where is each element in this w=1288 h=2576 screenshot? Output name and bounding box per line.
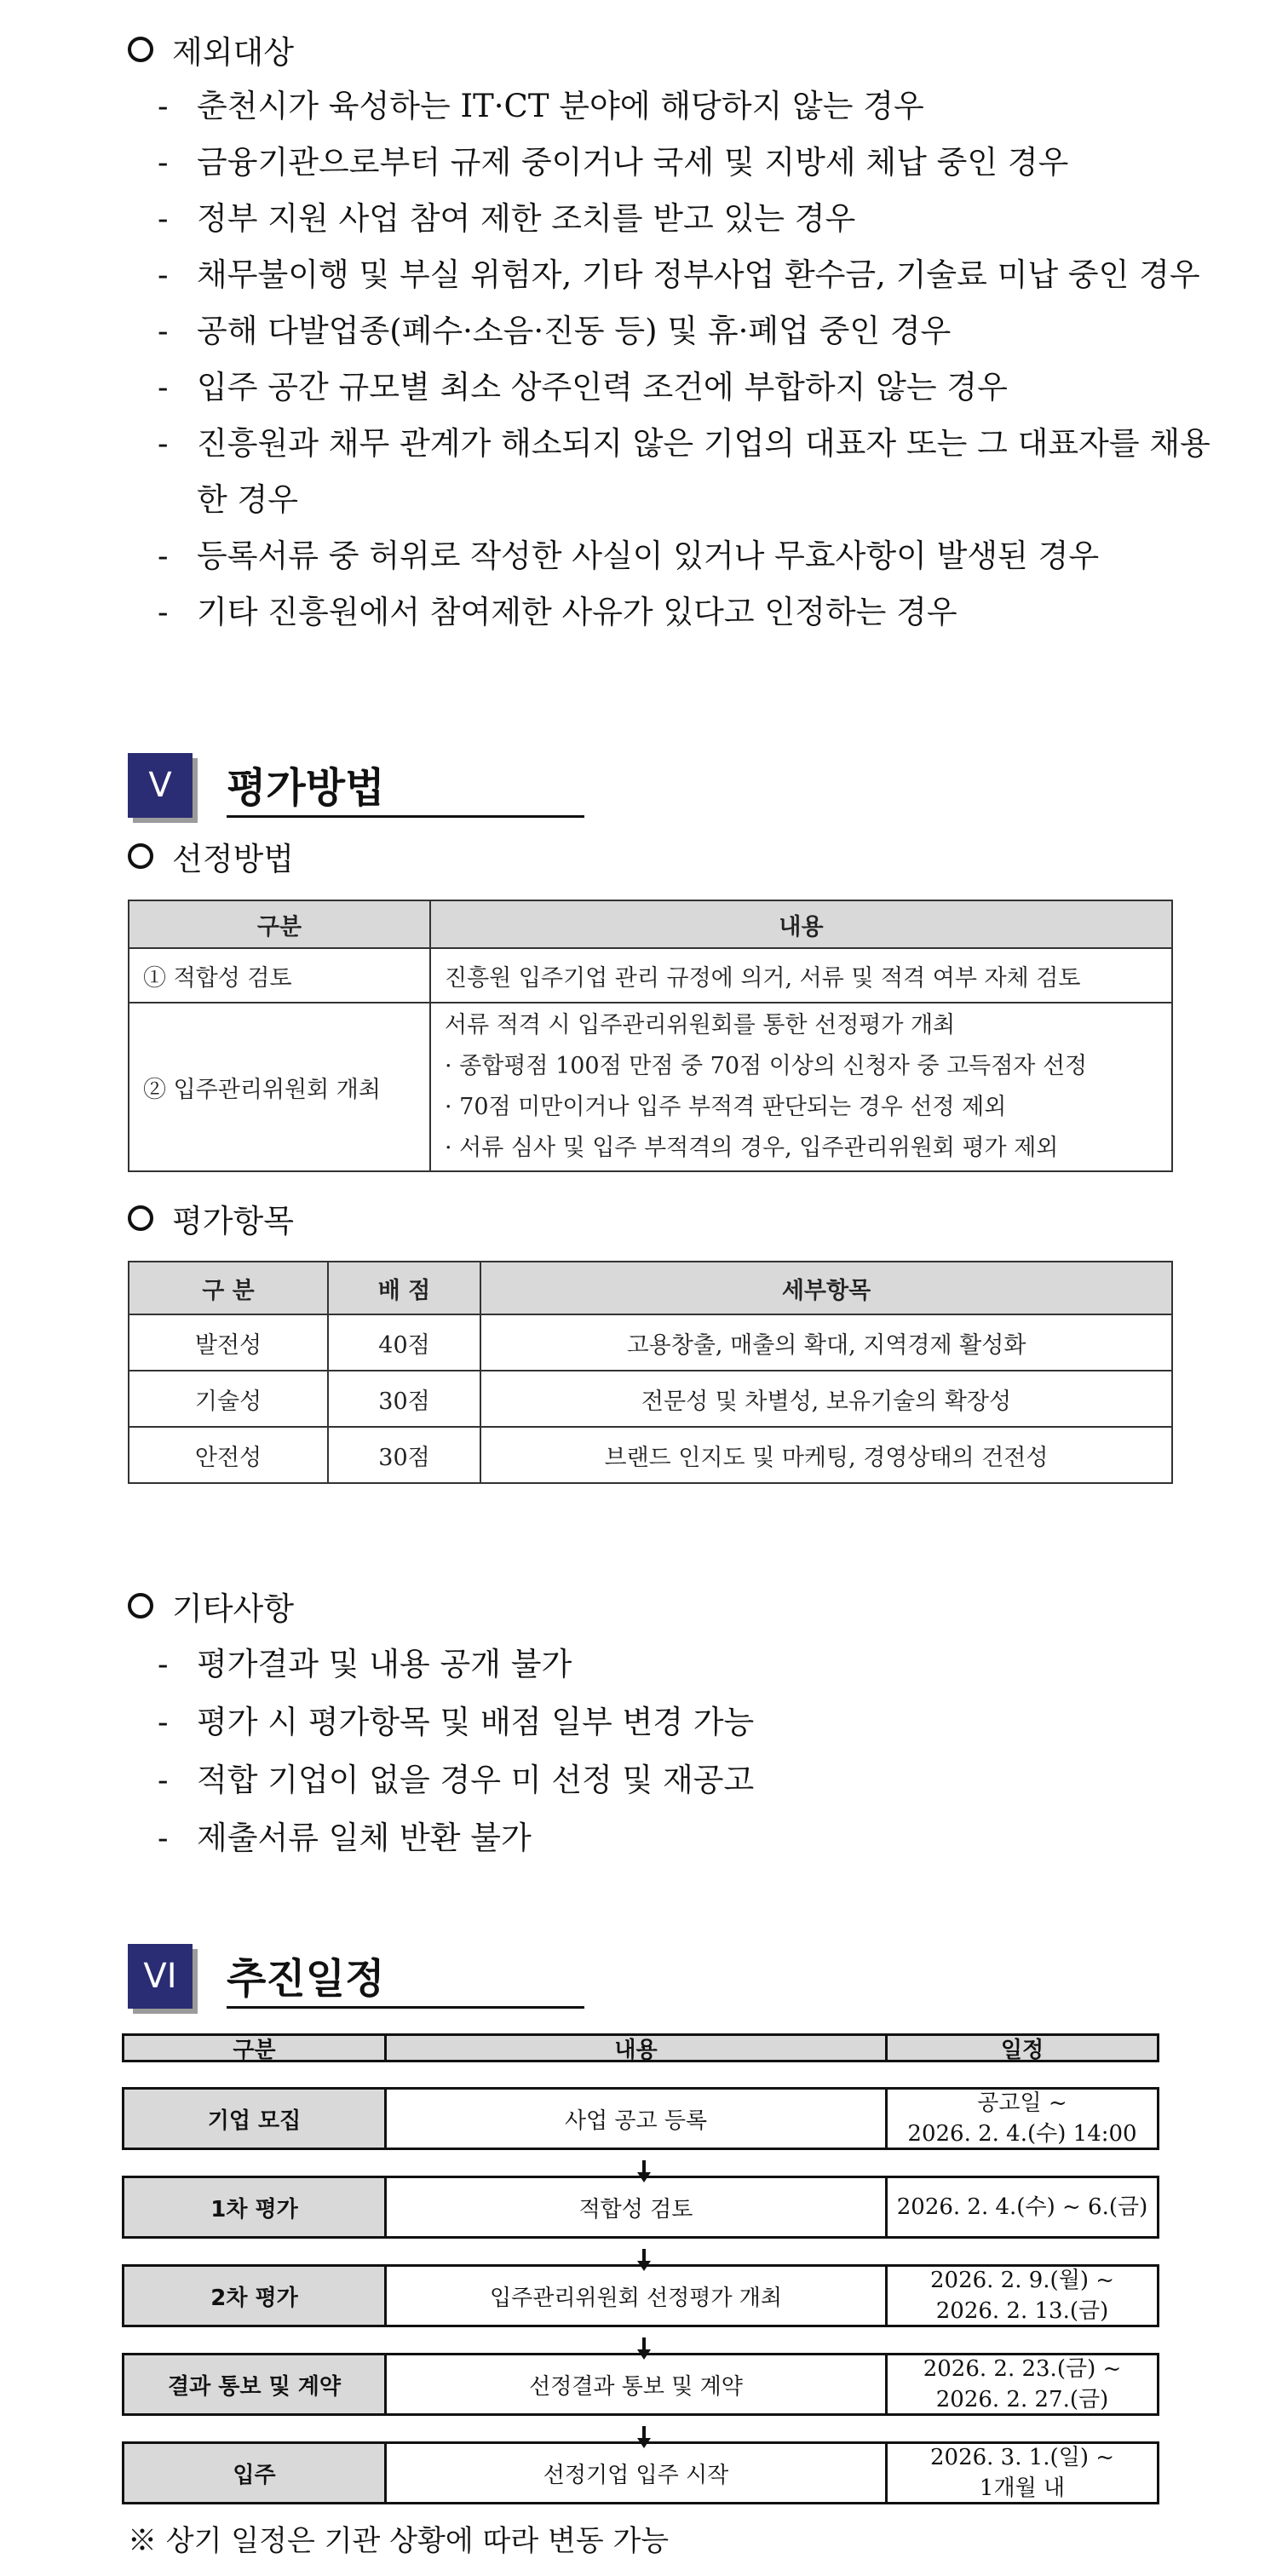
- schedule-date: [888, 2444, 1157, 2502]
- schedule-stage: 입주: [124, 2444, 387, 2502]
- exclusions-heading-text: 제외대상: [172, 34, 294, 71]
- schedule-date-line: 2026. 2. 4.(수) ~ 6.(금): [896, 2194, 1148, 2220]
- etc-heading: [128, 1580, 294, 1631]
- schedule-date: [888, 2355, 1157, 2413]
- table-cell: 안전성: [129, 1427, 328, 1483]
- selection-heading-text: 선정방법: [172, 841, 294, 877]
- table-row: [129, 1371, 1172, 1427]
- list-item-text: 채무불이행 및 부실 위험자, 기타 정부사업 환수금, 기술료 미납 중인 경우: [197, 256, 1200, 293]
- etc-heading-text: 기타사항: [172, 1590, 294, 1627]
- table-cell: [430, 1003, 1172, 1171]
- list-item-text: 등록서류 중 허위로 작성한 사실이 있거나 무효사항이 발생된 경우: [197, 538, 1100, 574]
- circle-bullet-icon: [128, 1593, 153, 1619]
- list-item: - 진흥원과 채무 관계가 해소되지 않은 기업의 대표자 또는 그 대표자를 채용한 경우: [158, 416, 1214, 528]
- schedule-date-line: 공고일 ~: [977, 2090, 1067, 2116]
- cell-line: · 70점 미만이거나 입주 부적격 판단되는 경우 선정 제외: [445, 1094, 1007, 1120]
- list-item-text: 진흥원과 채무 관계가 해소되지 않은 기업의 대표자 또는 그 대표자를 채용한 경우: [197, 425, 1210, 518]
- schedule-content: 선정결과 통보 및 계약: [387, 2355, 888, 2413]
- table-cell: 30점: [328, 1371, 480, 1427]
- table-cell: 고용창출, 매출의 확대, 지역경제 활성화: [480, 1314, 1172, 1371]
- cell-line: · 종합평점 100점 만점 중 70점 이상의 신청자 중 고득점자 선정: [445, 1053, 1088, 1079]
- table-cell: 발전성: [129, 1314, 328, 1371]
- table-cell: 기술성: [129, 1371, 328, 1427]
- list-item-text: 금융기관으로부터 규제 중이거나 국세 및 지방세 체납 중인 경우: [197, 144, 1069, 181]
- cell-line: 서류 적격 시 입주관리위원회를 통한 선정평가 개최: [445, 1012, 956, 1038]
- schedule-date-line: 2026. 2. 23.(금) ~: [923, 2356, 1122, 2382]
- schedule-content: 적합성 검토: [387, 2178, 888, 2236]
- list-item-text: 평가결과 및 내용 공개 불가: [197, 1646, 572, 1682]
- schedule-header: [122, 2033, 1159, 2062]
- list-item: - 입주 공간 규모별 최소 상주인력 조건에 부합하지 않는 경우: [158, 359, 1214, 416]
- list-item-text: 제출서류 일체 반환 불가: [197, 1820, 532, 1856]
- schedule-note: ※ 상기 일정은 기관 상황에 따라 변동 가능: [128, 2524, 670, 2558]
- section-title-text: 추진일정: [227, 1946, 584, 2009]
- list-item: - 적합 기업이 없을 경우 미 선정 및 재공고: [158, 1751, 1214, 1809]
- section-5-title: [128, 750, 584, 818]
- schedule-content: 입주관리위원회 선정평가 개최: [387, 2267, 888, 2325]
- evaluation-heading-text: 평가항목: [172, 1203, 294, 1239]
- list-item: - 등록서류 중 허위로 작성한 사실이 있거나 무효사항이 발생된 경우: [158, 528, 1214, 584]
- schedule-date: [888, 2267, 1157, 2325]
- list-item: - 평가결과 및 내용 공개 불가: [158, 1636, 1214, 1693]
- schedule-header-cell: 구분: [124, 2036, 387, 2060]
- section-title-text: 평가방법: [227, 755, 584, 818]
- list-item: - 기타 진흥원에서 참여제한 사유가 있다고 인정하는 경우: [158, 584, 1214, 641]
- table-row: [129, 1314, 1172, 1371]
- table-row: [129, 1427, 1172, 1483]
- schedule-date-line: 2026. 2. 9.(월) ~: [929, 2268, 1115, 2293]
- list-item: - 금융기관으로부터 규제 중이거나 국세 및 지방세 체납 중인 경우: [158, 135, 1214, 191]
- exclusions-heading: [128, 24, 294, 75]
- schedule-date: [888, 2178, 1157, 2236]
- evaluation-table: [128, 1261, 1173, 1484]
- table-cell: 30점: [328, 1427, 480, 1483]
- schedule-row: [122, 2441, 1159, 2504]
- list-item-text: 정부 지원 사업 참여 제한 조치를 받고 있는 경우: [197, 200, 856, 237]
- schedule-stage: 기업 모집: [124, 2090, 387, 2148]
- schedule-stage: 2차 평가: [124, 2267, 387, 2325]
- schedule-date-line: 2026. 3. 1.(일) ~: [929, 2445, 1115, 2470]
- list-item: - 정부 지원 사업 참여 제한 조치를 받고 있는 경우: [158, 191, 1214, 247]
- circle-bullet-icon: [128, 37, 153, 62]
- schedule-row: [122, 2353, 1159, 2416]
- schedule-content: 선정기업 입주 시작: [387, 2444, 888, 2502]
- schedule-date: [888, 2090, 1157, 2148]
- schedule-header-cell: 내용: [387, 2036, 888, 2060]
- schedule-stage: 1차 평가: [124, 2178, 387, 2236]
- list-item: - 채무불이행 및 부실 위험자, 기타 정부사업 환수금, 기술료 미납 중인 경우: [158, 247, 1214, 303]
- list-item-text: 적합 기업이 없을 경우 미 선정 및 재공고: [197, 1762, 755, 1798]
- section-6-title: [128, 1941, 584, 2009]
- list-item: - 평가 시 평가항목 및 배점 일부 변경 가능: [158, 1693, 1214, 1751]
- table-header: 구분: [129, 900, 430, 948]
- list-item-text: 공해 다발업종(폐수·소음·진동 등) 및 휴·폐업 중인 경우: [197, 313, 952, 349]
- table-cell: 전문성 및 차별성, 보유기술의 확장성: [480, 1371, 1172, 1427]
- schedule-date-line: 2026. 2. 4.(수) 14:00: [907, 2121, 1137, 2147]
- list-item: - 제출서류 일체 반환 불가: [158, 1809, 1214, 1867]
- list-item-text: 춘천시가 육성하는 IT·CT 분야에 해당하지 않는 경우: [197, 88, 924, 124]
- table-row: [129, 948, 1172, 1003]
- section-number-badge: VI: [128, 1944, 193, 2009]
- table-row: [129, 1003, 1172, 1171]
- table-header: 구 분: [129, 1262, 328, 1314]
- schedule-date-line: 1개월 내: [979, 2475, 1066, 2501]
- evaluation-heading: [128, 1193, 294, 1244]
- selection-heading: [128, 831, 294, 882]
- schedule-content: 사업 공고 등록: [387, 2090, 888, 2148]
- table-cell: ② 입주관리위원회 개최: [129, 1003, 430, 1171]
- etc-list: [158, 1636, 1214, 1867]
- schedule-date-line: 2026. 2. 13.(금): [935, 2298, 1109, 2324]
- table-header: 배 점: [328, 1262, 480, 1314]
- schedule-row: [122, 2176, 1159, 2239]
- list-item: - 춘천시가 육성하는 IT·CT 분야에 해당하지 않는 경우: [158, 78, 1214, 135]
- cell-line: · 서류 심사 및 입주 부적격의 경우, 입주관리위원회 평가 제외: [445, 1135, 1059, 1161]
- list-item-text: 평가 시 평가항목 및 배점 일부 변경 가능: [197, 1704, 755, 1740]
- table-cell: 진흥원 입주기업 관리 규정에 의거, 서류 및 적격 여부 자체 검토: [430, 948, 1172, 1003]
- list-item-text: 기타 진흥원에서 참여제한 사유가 있다고 인정하는 경우: [197, 594, 957, 630]
- circle-bullet-icon: [128, 843, 153, 869]
- table-cell: 40점: [328, 1314, 480, 1371]
- table-header: 내용: [430, 900, 1172, 948]
- list-item-text: 입주 공간 규모별 최소 상주인력 조건에 부합하지 않는 경우: [197, 369, 1008, 405]
- selection-table: [128, 900, 1173, 1172]
- schedule-row: [122, 2264, 1159, 2327]
- schedule-date-line: 2026. 2. 27.(금): [935, 2387, 1109, 2412]
- table-cell: ① 적합성 검토: [129, 948, 430, 1003]
- table-cell: 브랜드 인지도 및 마케팅, 경영상태의 건전성: [480, 1427, 1172, 1483]
- list-item: - 공해 다발업종(폐수·소음·진동 등) 및 휴·폐업 중인 경우: [158, 303, 1214, 359]
- section-number-badge: V: [128, 753, 193, 818]
- circle-bullet-icon: [128, 1205, 153, 1231]
- schedule-header-cell: 일정: [1000, 2037, 1044, 2063]
- schedule-stage: 결과 통보 및 계약: [124, 2355, 387, 2413]
- schedule-row: [122, 2087, 1159, 2150]
- exclusions-list: [158, 78, 1214, 641]
- table-header: 세부항목: [480, 1262, 1172, 1314]
